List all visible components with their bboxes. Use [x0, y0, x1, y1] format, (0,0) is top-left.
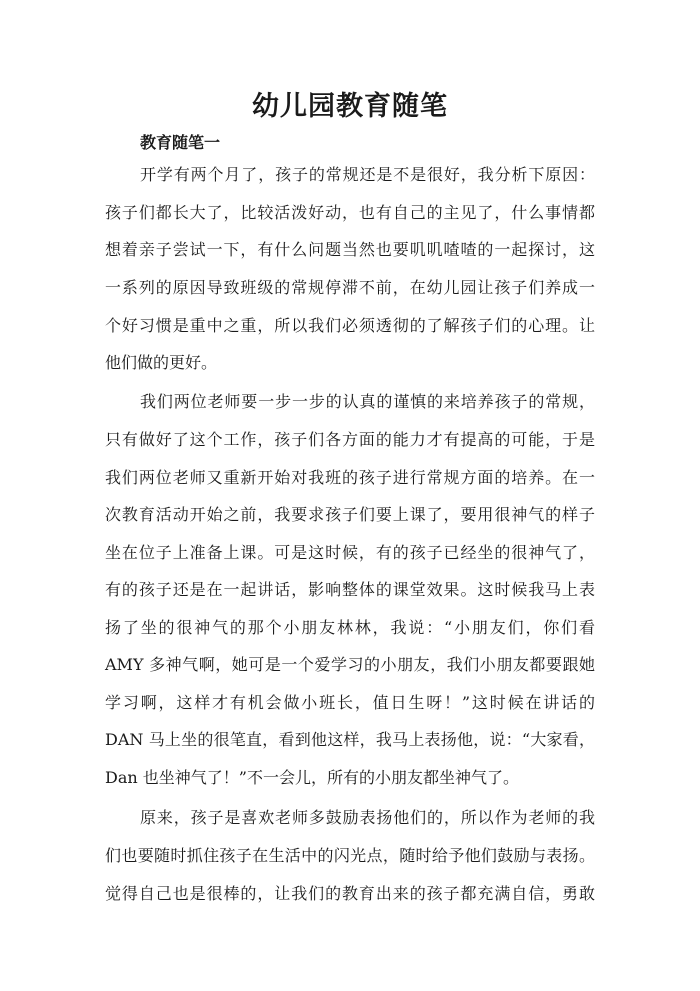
text-line: 开学有两个月了，孩子的常规还是不是很好，我分析下原因： — [140, 165, 595, 184]
document-title: 幼儿园教育随笔 — [252, 91, 448, 122]
text-line: 们也要随时抓住孩子在生活中的闪光点，随时给予他们鼓励与表扬。 — [105, 846, 595, 865]
text-line: AMY 多神气啊，她可是一个爱学习的小朋友，我们小朋友都要跟她 — [105, 655, 595, 674]
text-line: 原来，孩子是喜欢老师多鼓励表扬他们的，所以作为老师的我 — [140, 808, 595, 827]
text-line: 坐在位子上准备上课。可是这时候，有的孩子已经坐的很神气了， — [105, 543, 595, 562]
text-line: 扬了坐的很神气的那个小朋友林林，我说：“小朋友们，你们看 — [105, 618, 595, 637]
text-line: 我们两位老师要一步一步的认真的谨慎的来培养孩子的常规， — [140, 392, 595, 411]
section-heading: 教育随笔一 — [140, 133, 221, 152]
text-line: 只有做好了这个工作，孩子们各方面的能力才有提高的可能，于是 — [105, 430, 595, 449]
text-line: 想着亲子尝试一下，有什么问题当然也要叽叽喳喳的一起探讨，这 — [105, 240, 595, 259]
text-line: DAN 马上坐的很笔直，看到他这样，我马上表扬他，说：“大家看， — [105, 730, 595, 749]
text-line: Dan 也坐神气了！”不一会儿，所有的小朋友都坐神气了。 — [105, 768, 519, 787]
text-line: 觉得自己也是很棒的，让我们的教育出来的孩子都充满自信，勇敢 — [105, 884, 595, 903]
text-line: 一系列的原因导致班级的常规停滞不前，在幼儿园让孩子们养成一 — [105, 278, 595, 297]
text-line: 孩子们都长大了，比较活泼好动，也有自己的主见了，什么事情都 — [105, 203, 595, 222]
text-line: 有的孩子还是在一起讲话，影响整体的课堂效果。这时候我马上表 — [105, 580, 595, 599]
text-line: 他们做的更好。 — [105, 353, 218, 372]
text-line: 次教育活动开始之前，我要求孩子们要上课了，要用很神气的样子 — [105, 505, 595, 524]
text-line: 学习啊，这样才有机会做小班长，值日生呀！”这时候在讲话的 — [105, 693, 595, 712]
text-line: 我们两位老师又重新开始对我班的孩子进行常规方面的培养。在一 — [105, 468, 595, 487]
text-line: 个好习惯是重中之重，所以我们必须透彻的了解孩子们的心理。让 — [105, 316, 595, 335]
